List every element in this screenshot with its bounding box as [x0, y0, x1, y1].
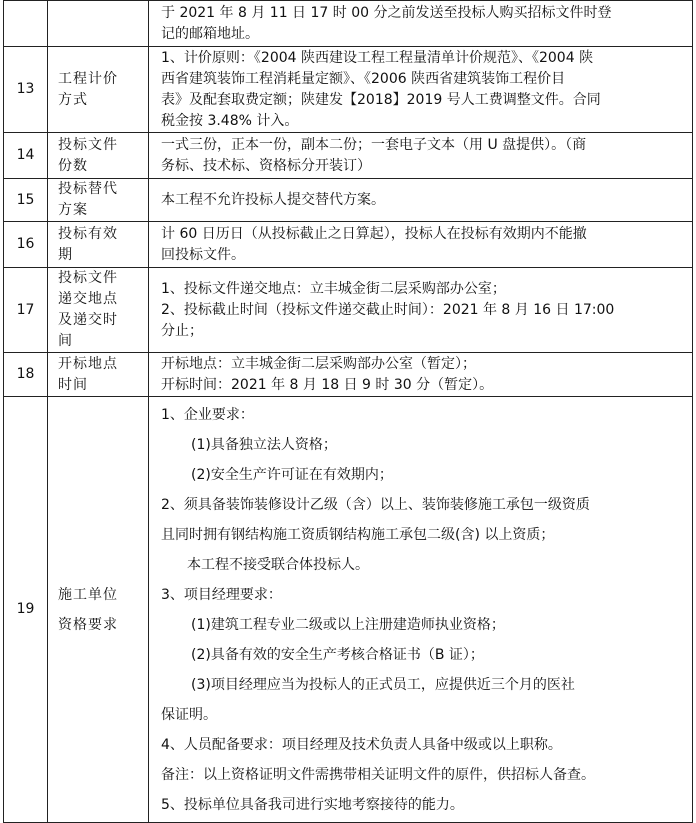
item-content	[149, 268, 693, 353]
item-name	[48, 268, 149, 353]
tender-info-table	[3, 0, 693, 823]
content-line: 2、须具备装饰装修设计乙级（含）以上、装饰装修施工承包一级资质	[161, 496, 590, 513]
item-name-line: 份数	[58, 157, 88, 174]
content-line: 本工程不接受联合体投标人。	[187, 556, 369, 573]
item-content	[149, 1, 693, 47]
content-line: 于 2021 年 8 月 11 日 17 时 00 分之前发送至投标人购买招标文件时登	[161, 4, 612, 21]
item-name-line: 期	[58, 246, 73, 263]
content-line: 且同时拥有钢结构施工资质钢结构施工承包二级(含) 以上资质；	[161, 526, 555, 543]
item-name-line: 及递交时	[58, 312, 118, 328]
item-name	[48, 353, 149, 397]
row-number: 19	[4, 397, 48, 823]
item-content	[149, 133, 693, 179]
item-name	[48, 1, 149, 47]
content-line: 4、人员配备要求：项目经理及技术负责人具备中级或以上职称。	[161, 736, 562, 753]
row-number: 15	[4, 179, 48, 222]
content-line: 保证明。	[161, 706, 217, 723]
item-name-line: 投标有效	[58, 225, 118, 242]
item-name-line: 施工单位	[58, 586, 118, 603]
item-name	[48, 222, 149, 268]
item-name-line: 开标地点	[58, 355, 118, 372]
item-content	[149, 353, 693, 397]
item-content	[149, 222, 693, 268]
content-line: (1)建筑工程专业二级或以上注册建造师执业资格；	[191, 616, 505, 633]
table-row	[4, 222, 693, 268]
row-number: 16	[4, 222, 48, 268]
row-number: 17	[4, 268, 48, 353]
content-line: 回投标文件。	[161, 246, 245, 263]
content-line: (3)项目经理应当为投标人的正式员工，应提供近三个月的医社	[191, 676, 575, 693]
item-name	[48, 179, 149, 222]
row-number: 14	[4, 133, 48, 179]
content-line: 务标、技术标、资格标分开装订）	[161, 157, 371, 174]
table-row	[4, 47, 693, 133]
content-line: 税金按 3.48% 计入。	[161, 112, 299, 129]
item-name-line: 工程计价	[58, 70, 118, 87]
row-number	[4, 1, 48, 47]
content-line: 2、投标截止时间（投标文件递交截止时间）：2021 年 8 月 16 日 17:00	[161, 301, 615, 318]
table-row	[4, 133, 693, 179]
table-row	[4, 353, 693, 397]
content-line: 分止；	[161, 322, 203, 339]
row-number: 18	[4, 353, 48, 397]
table-row	[4, 1, 693, 47]
item-name-line: 方案	[58, 202, 88, 218]
item-name-line: 投标文件	[58, 270, 118, 286]
content-line: 1、计价原则：《2004 陕西建设工程工程量清单计价规范》、《2004 陕	[161, 49, 594, 66]
content-line: 备注：以上资格证明文件需携带相关证明文件的原件，供招标人备查。	[161, 766, 595, 783]
item-name	[48, 47, 149, 133]
content-line: (2)安全生产许可证在有效期内；	[191, 466, 393, 483]
item-name-line: 时间	[58, 376, 88, 393]
item-name	[48, 397, 149, 823]
content-line: (2)具备有效的安全生产考核合格证书（B 证）；	[191, 646, 484, 663]
table-row	[4, 397, 693, 823]
content-line: 表》及配套取费定额；陕建发【2018】2019 号人工费调整文件。合同	[161, 91, 601, 108]
item-name-line: 间	[58, 333, 73, 349]
table-row	[4, 268, 693, 353]
item-content	[149, 397, 693, 823]
item-content	[149, 47, 693, 133]
content-line: 5、投标单位具备我司进行实地考察接待的能力。	[161, 796, 464, 813]
table-row	[4, 179, 693, 222]
content-line: 本工程不允许投标人提交替代方案。	[161, 191, 385, 208]
item-content	[149, 179, 693, 222]
content-line: (1)具备独立法人资格；	[191, 436, 337, 453]
content-line: 记的邮箱地址。	[161, 25, 259, 42]
content-line: 一式三份，正本一份，副本二份；一套电子文本（用 U 盘提供）。（商	[161, 136, 587, 153]
content-line: 1、企业要求：	[161, 406, 254, 423]
content-line: 3、项目经理要求：	[161, 586, 282, 603]
item-name-line: 投标替代	[58, 181, 118, 197]
content-line: 西省建筑装饰工程消耗量定额》、《2006 陕西省建筑装饰工程价目	[161, 70, 566, 87]
row-number: 13	[4, 47, 48, 133]
content-line: 开标地点：立丰城金街二层采购部办公室（暂定）；	[161, 355, 476, 372]
content-line: 计 60 日历日（从投标截止之日算起），投标人在投标有效期内不能撤	[161, 225, 587, 242]
content-line: 开标时间：2021 年 8 月 18 日 9 时 30 分（暂定）。	[161, 376, 494, 393]
item-name-line: 资格要求	[58, 616, 118, 633]
item-name-line: 投标文件	[58, 136, 118, 153]
content-line: 1、投标文件递交地点：立丰城金街二层采购部办公室；	[161, 280, 506, 297]
item-name-line: 方式	[58, 91, 88, 108]
item-name-line: 递交地点	[58, 291, 118, 307]
item-name	[48, 133, 149, 179]
